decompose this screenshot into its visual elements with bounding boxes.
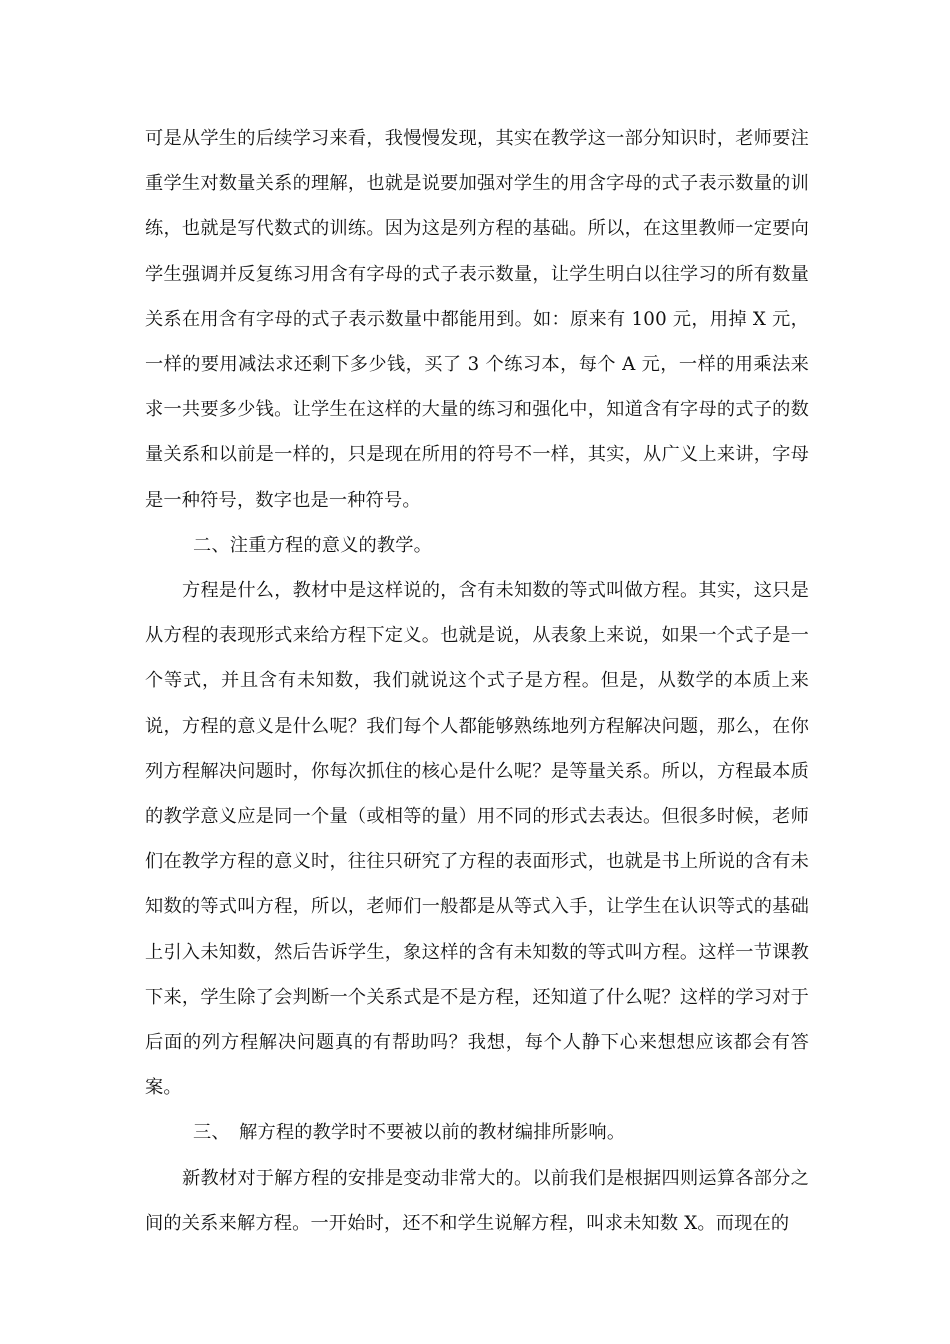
document-body bbox=[145, 116, 809, 1246]
section-heading-3: 三、 解方程的教学时不要被以前的教材编排所影响。 bbox=[193, 1122, 626, 1144]
section-heading-2: 二、注重方程的意义的教学。 bbox=[193, 534, 433, 556]
paragraph-solving-equations: 新教材对于解方程的安排是变动非常大的。以前我们是根据四则运算各部分之间的关系来解方程。一开始时，还不和学生说解方程，叫求未知数 X。而现在的 bbox=[145, 1167, 809, 1234]
paragraph-equation-meaning: 方程是什么，教材中是这样说的，含有未知数的等式叫做方程。其实，这只是从方程的表现形式来给方程下定义。也就是说，从表象上来说，如果一个式子是一个等式，并且含有未知数，我们就说这个式子是方程。但是，从数学的本质上来说，方程的意义是什么呢？我们每个人都能够熟练地列方程解决问题，那么，在你列方程解决问题时，你每次抓住的核心是什么呢？是等量关系。所以，方程最本质的教学意义应是同一个量（或相等的量）用不同的形式去表达。但很多时候，老师们在教学方程的意义时，往往只研究了方程的表面形式，也就是书上所说的含有未知数的等式叫方程，所以，老师们一般都是从等式入手，让学生在认识等式的基础上引入未知数，然后告诉学生，象这样的含有未知数的等式叫方程。这样一节课教下来，学生除了会判断一个关系式是不是方程，还知道了什么呢？这样的学习对于后面的列方程解决问题真的有帮助吗？我想，每个人静下心来想想应该都会有答案。 bbox=[145, 580, 809, 1099]
paragraph-continuation: 可是从学生的后续学习来看，我慢慢发现，其实在教学这一部分知识时，老师要注重学生对数量关系的理解，也就是说要加强对学生的用含字母的式子表示数量的训练，也就是写代数式的训练。因为这是列方程的基础。所以，在这里教师一定要向学生强调并反复练习用含有字母的式子表示数量，让学生明白以往学习的所有数量关系在用含有字母的式子表示数量中都能用到。如：原来有 100 元，用掉 X 元，一样的要用减法求还剩下多少钱，买了 3 个练习本，每个 A 元，一样的用乘法来求一共要多少钱。让学生在这样的大量的练习和强化中，知道含有字母的式子的数量关系和以前是一样的，只是现在所用的符号不一样，其实，从广义上来讲，字母是一种符号，数字也是一种符号。 bbox=[145, 128, 809, 511]
